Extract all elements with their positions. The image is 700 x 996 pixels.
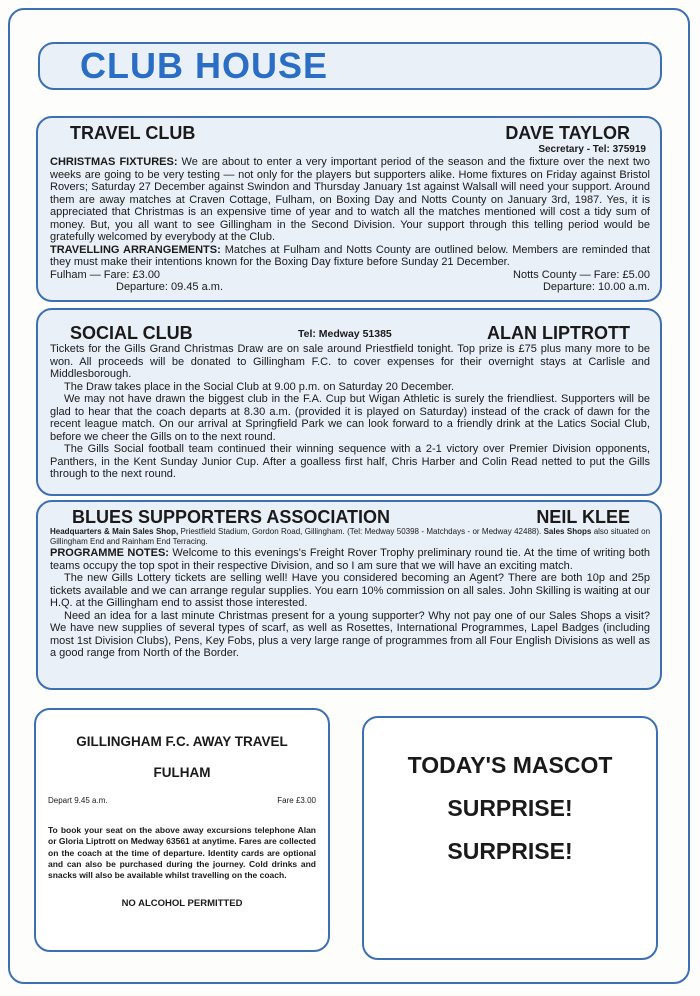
social-club-tel: Tel: Medway 51385 bbox=[298, 328, 392, 340]
blues-paragraph-3: Need an idea for a last minute Christmas present for a young supporter? Why not pay one of our Sales Shops a visit? We have new supplies of several types of scarf, as well as Rosettes, International Programmes, Lapel Badges (including most 1st Division Clubs), Pens, Key Fobs, plus a very large range of programmes from all Four English Divisions as well as a good range from North of the Border. bbox=[50, 609, 650, 659]
away-travel-box bbox=[34, 708, 330, 952]
travel-club-contact-role: Secretary - Tel: 375919 bbox=[538, 144, 646, 155]
notts-departure: Departure: 10.00 a.m. bbox=[542, 281, 650, 293]
christmas-fixtures-label: CHRISTMAS FIXTURES: bbox=[50, 156, 178, 168]
away-travel-fare: Fare £3.00 bbox=[277, 796, 316, 805]
social-club-heading: SOCIAL CLUB bbox=[70, 323, 193, 343]
away-travel-destination: FULHAM bbox=[153, 765, 211, 780]
travel-club-heading: TRAVEL CLUB bbox=[70, 123, 196, 143]
programme-notes-text: Welcome to this evenings's Freight Rover Trophy preliminary round tie. At the time of writing both teams occupy the top spot in their respective Division, and so I am sure that we will have an exciting match. bbox=[50, 547, 650, 572]
headquarters-info bbox=[50, 527, 650, 547]
programme-notes-paragraph bbox=[50, 547, 650, 572]
mascot-name-1: SURPRISE! bbox=[447, 795, 573, 821]
social-paragraph-4: The Gills Social football team continued their winning sequence with a 2-1 victory over Premier Division opponents, Panthers, in the Kent Sunday Junior Cup. After a goalless first half, Chris Harber and Colin Read netted to put the Gills through to the next round. bbox=[50, 443, 650, 480]
notts-fare: Notts County — Fare: £5.00 bbox=[513, 268, 650, 281]
travel-club-contact: DAVE TAYLOR bbox=[505, 123, 630, 143]
blues-supporters-section bbox=[36, 500, 662, 690]
mascot-title: TODAY'S MASCOT bbox=[407, 752, 613, 778]
departure-row bbox=[50, 281, 650, 294]
fulham-departure: Departure: 09.45 a.m. bbox=[116, 281, 224, 293]
fulham-fare: Fulham — Fare: £3.00 bbox=[50, 268, 161, 281]
social-paragraph-2: The Draw takes place in the Social Club at 9.00 p.m. on Saturday 20 December. bbox=[64, 380, 455, 393]
christmas-fixtures-paragraph bbox=[50, 156, 650, 244]
mascot-name-2: SURPRISE! bbox=[447, 838, 573, 864]
sales-shops-label: Sales Shops bbox=[541, 527, 592, 536]
title-banner bbox=[38, 42, 662, 90]
social-paragraph-3: We may not have drawn the biggest club in the F.A. Cup but Wigan Athletic is surely the friendliest. Supporters will be glad to hear that the coach departs at 8.30 a.m. (provided it is played on Saturday) instead of the crack of dawn for the recent league match. On our arrival at Springfield Park we can look forward to a friendly drink at the Latics Social Club, before we cheer the Gills on to the next round. bbox=[50, 393, 650, 443]
sales-shops-text: also situated on Gillingham End and Rainham End Terracing. bbox=[50, 527, 651, 546]
blues-paragraph-2: The new Gills Lottery tickets are selling well! Have you considered becoming an Agent? There are both 10p and 25p tickets available and we can arrange regular supplies. You earn 10% commission on all sales. John Skilling is waiting at our H.Q. at the Gillingham end to assist those interested. bbox=[50, 572, 650, 609]
travelling-arrangements-paragraph bbox=[50, 244, 650, 269]
christmas-fixtures-text: We are about to enter a very important period of the season and the fixture over the next two weeks are going to be very testing — not only for the players but supporters alike. Home fixtures on Friday against Bristol Rovers; Saturday 27 December against Swindon and Thursday January 1st against Walsall will need your support. Around them are away matches at Craven Cottage, Fulham, on Boxing Day and Notts County on January 3rd, 1987. Yes, it is appreciated that Christmas is an expensive time of year and to watch all the matches mentioned will cost a tidy sum of money. But, you all want to see Gillingham in the Second Division. Your support through this telling period would be gratefully welcomed by everybody at the Club. bbox=[50, 156, 650, 243]
away-travel-depart: Depart 9.45 a.m. bbox=[48, 796, 108, 805]
hq-text: Priestfield Stadium, Gordon Road, Gillingham. (Tel: Medway 50398 - Matchdays - or Medway 42488). bbox=[178, 527, 542, 536]
away-travel-title: GILLINGHAM F.C. AWAY TRAVEL bbox=[76, 734, 288, 749]
away-travel-body: To book your seat on the above away excursions telephone Alan or Gloria Liptrott on Medway 63561 at anytime. Fares are collected on the coach at the time of departure. Identity cards are optional and can also be purchased during the journey. Cold drinks and snacks will also be available whilst travelling on the coach. bbox=[48, 825, 316, 881]
travel-club-section bbox=[36, 116, 662, 302]
social-club-section bbox=[36, 308, 662, 496]
social-club-contact: ALAN LIPTROTT bbox=[487, 323, 630, 343]
no-alcohol-notice: NO ALCOHOL PERMITTED bbox=[121, 898, 243, 910]
fare-row bbox=[50, 269, 650, 282]
mascot-box bbox=[362, 716, 658, 960]
social-paragraph-1: Tickets for the Gills Grand Christmas Draw are on sale around Priestfield tonight. Top prize is £75 plus many more to be won. All proceeds will be donated to Gillingham F.C. to cover expenses for their overnight stays at Carlisle and Middlesborough. bbox=[50, 343, 650, 380]
programme-notes-label: PROGRAMME NOTES: bbox=[50, 547, 169, 559]
blues-heading: BLUES SUPPORTERS ASSOCIATION bbox=[72, 507, 391, 527]
away-travel-details bbox=[48, 796, 316, 805]
travelling-arrangements-text: Matches at Fulham and Notts County are outlined below. Members are reminded that they must make their intentions known for the Boxing Day fixture before Sunday 21 December. bbox=[50, 243, 650, 268]
blues-contact: NEIL KLEE bbox=[536, 507, 630, 527]
travelling-arrangements-label: TRAVELLING ARRANGEMENTS: bbox=[50, 243, 221, 256]
hq-label: Headquarters & Main Sales Shop, bbox=[50, 527, 179, 536]
page-title: CLUB HOUSE bbox=[80, 45, 329, 86]
